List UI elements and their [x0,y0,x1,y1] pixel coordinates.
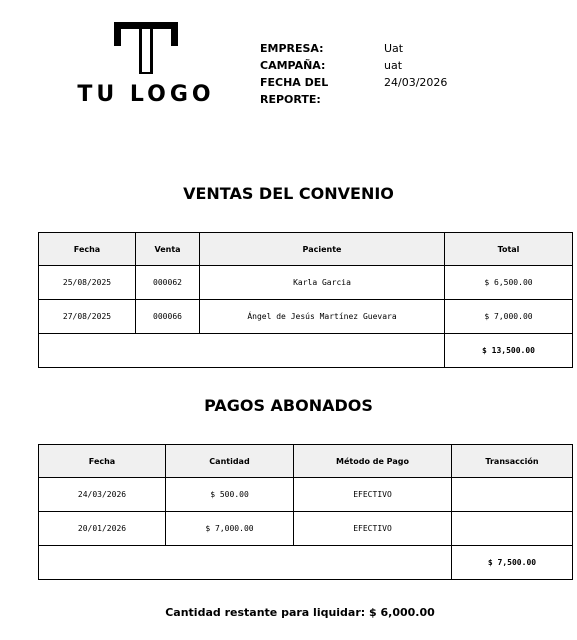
ventas-cell-total: $ 6,500.00 [445,266,573,300]
ventas-title: VENTAS DEL CONVENIO [183,184,394,203]
empresa-label: EMPRESA: [260,42,324,55]
ventas-header-venta: Venta [136,233,200,266]
pagos-total-spacer [39,546,452,580]
pagos-cell-metodo: EFECTIVO [294,512,452,546]
fecha-label: FECHA DEL REPORTE: [260,76,329,106]
campana-label: CAMPAÑA: [260,59,326,72]
ventas-cell-total: $ 7,000.00 [445,300,573,334]
meta-campana [260,57,447,74]
pagos-total-row [39,546,573,580]
table-row [39,512,573,546]
empresa-value: Uat [384,42,404,55]
ventas-cell-fecha: 27/08/2025 [39,300,136,334]
ventas-total-row [39,334,573,368]
campana-value: uat [384,59,403,72]
pagos-header-metodo: Método de Pago [294,445,452,478]
ventas-cell-fecha: 25/08/2025 [39,266,136,300]
pagos-cell-fecha: 24/03/2026 [39,478,166,512]
pagos-header-cantidad: Cantidad [166,445,294,478]
fecha-value: 24/03/2026 [384,76,448,89]
logo-text: TU LOGO [77,82,215,107]
pagos-header-transaccion: Transacción [452,445,573,478]
ventas-header-fecha: Fecha [39,233,136,266]
pagos-total-value: $ 7,500.00 [452,546,573,580]
meta-empresa [260,40,447,57]
pagos-cell-transaccion [452,478,573,512]
ventas-cell-venta: 000066 [136,300,200,334]
table-row [39,266,573,300]
table-row [39,478,573,512]
report-meta [260,40,447,108]
table-row [39,300,573,334]
ventas-table [38,232,573,368]
ventas-header-total: Total [445,233,573,266]
pagos-title: PAGOS ABONADOS [204,396,373,415]
ventas-header-row [39,233,573,266]
pagos-table [38,444,573,580]
ventas-header-paciente: Paciente [200,233,445,266]
ventas-cell-paciente: Ángel de Jesús Martínez Guevara [200,300,445,334]
logo-t-icon [76,20,216,80]
pagos-cell-metodo: EFECTIVO [294,478,452,512]
pagos-cell-transaccion [452,512,573,546]
ventas-total-value: $ 13,500.00 [445,334,573,368]
remaining-amount: Cantidad restante para liquidar: $ 6,000.00 [165,606,435,619]
pagos-cell-cantidad: $ 7,000.00 [166,512,294,546]
company-logo [76,20,216,110]
pagos-header-fecha: Fecha [39,445,166,478]
pagos-cell-cantidad: $ 500.00 [166,478,294,512]
pagos-header-row [39,445,573,478]
ventas-cell-paciente: Karla Garcia [200,266,445,300]
pagos-cell-fecha: 20/01/2026 [39,512,166,546]
ventas-cell-venta: 000062 [136,266,200,300]
meta-fecha [260,74,447,108]
ventas-total-spacer [39,334,445,368]
